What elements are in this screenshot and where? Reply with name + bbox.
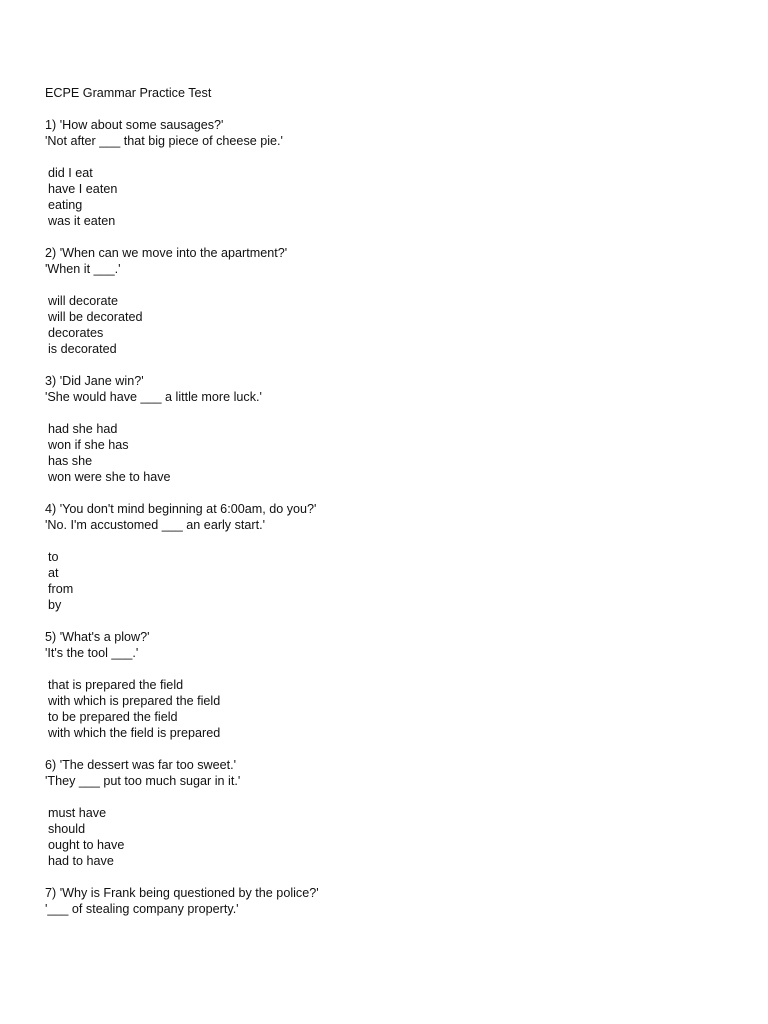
answer-option[interactable]: won were she to have bbox=[48, 470, 171, 484]
answer-options bbox=[45, 165, 735, 229]
answer-option[interactable]: with which is prepared the field bbox=[48, 694, 221, 708]
question-6 bbox=[45, 757, 735, 869]
question-4 bbox=[45, 501, 735, 613]
answer-option[interactable]: by bbox=[48, 598, 62, 612]
question-response: 'They ___ put too much sugar in it.' bbox=[45, 774, 241, 788]
question-5 bbox=[45, 629, 735, 741]
question-response: 'When it ___.' bbox=[45, 262, 121, 276]
question-response: 'It's the tool ___.' bbox=[45, 646, 139, 660]
answer-options bbox=[45, 549, 735, 613]
answer-option[interactable]: that is prepared the field bbox=[48, 678, 184, 692]
question-response: 'No. I'm accustomed ___ an early start.' bbox=[45, 518, 266, 532]
question-3 bbox=[45, 373, 735, 485]
answer-option[interactable]: has she bbox=[48, 454, 93, 468]
answer-option[interactable]: to bbox=[48, 550, 59, 564]
answer-option[interactable]: to be prepared the field bbox=[48, 710, 178, 724]
question-prompt: 2) 'When can we move into the apartment?' bbox=[45, 246, 288, 260]
question-prompt: 7) 'Why is Frank being questioned by the police?' bbox=[45, 886, 319, 900]
question-prompt: 5) 'What's a plow?' bbox=[45, 630, 150, 644]
question-1 bbox=[45, 117, 735, 229]
answer-option[interactable]: will decorate bbox=[48, 294, 118, 308]
question-prompt: 6) 'The dessert was far too sweet.' bbox=[45, 758, 236, 772]
answer-option[interactable]: decorates bbox=[48, 326, 104, 340]
answer-option[interactable]: have I eaten bbox=[48, 182, 118, 196]
answer-options bbox=[45, 421, 735, 485]
answer-option[interactable]: was it eaten bbox=[48, 214, 116, 228]
answer-option[interactable]: is decorated bbox=[48, 342, 117, 356]
question-2 bbox=[45, 245, 735, 357]
answer-option[interactable]: at bbox=[48, 566, 59, 580]
answer-option[interactable]: won if she has bbox=[48, 438, 129, 452]
answer-option[interactable]: did I eat bbox=[48, 166, 93, 180]
document-title: ECPE Grammar Practice Test bbox=[45, 86, 212, 100]
answer-option[interactable]: had she had bbox=[48, 422, 118, 436]
answer-option[interactable]: will be decorated bbox=[48, 310, 143, 324]
answer-options bbox=[45, 677, 735, 741]
answer-options bbox=[45, 293, 735, 357]
question-7 bbox=[45, 885, 735, 917]
question-response: 'She would have ___ a little more luck.' bbox=[45, 390, 262, 404]
answer-option[interactable]: from bbox=[48, 582, 74, 596]
answer-options bbox=[45, 805, 735, 869]
answer-option[interactable]: had to have bbox=[48, 854, 114, 868]
question-response: '___ of stealing company property.' bbox=[45, 902, 239, 916]
answer-option[interactable]: with which the field is prepared bbox=[48, 726, 221, 740]
answer-option[interactable]: eating bbox=[48, 198, 83, 212]
answer-option[interactable]: ought to have bbox=[48, 838, 125, 852]
question-prompt: 3) 'Did Jane win?' bbox=[45, 374, 144, 388]
question-prompt: 4) 'You don't mind beginning at 6:00am, do you?' bbox=[45, 502, 317, 516]
answer-option[interactable]: should bbox=[48, 822, 86, 836]
question-response: 'Not after ___ that big piece of cheese pie.' bbox=[45, 134, 283, 148]
question-prompt: 1) 'How about some sausages?' bbox=[45, 118, 224, 132]
answer-option[interactable]: must have bbox=[48, 806, 107, 820]
document-page bbox=[45, 85, 735, 933]
